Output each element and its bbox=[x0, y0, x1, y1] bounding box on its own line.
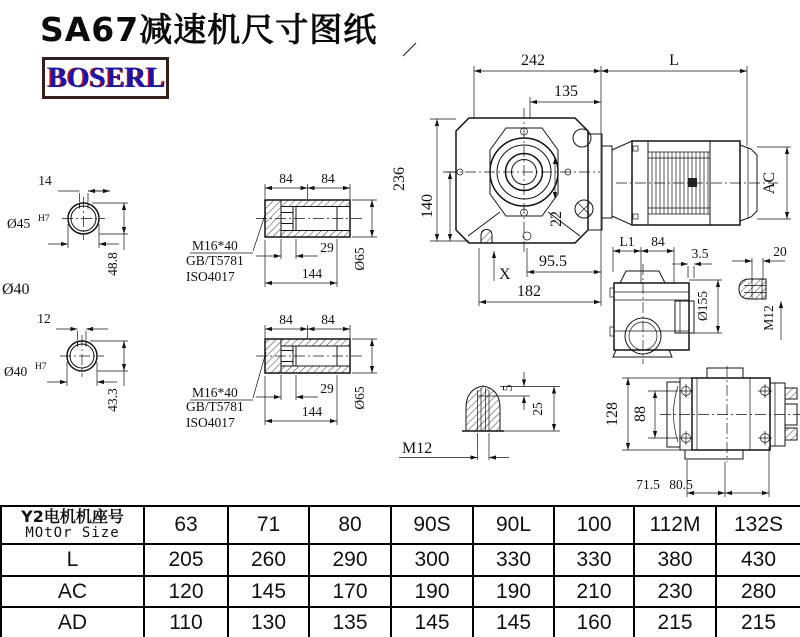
col-90S: 90S bbox=[391, 506, 473, 544]
cell: 380 bbox=[634, 544, 716, 576]
cell: 145 bbox=[473, 607, 554, 637]
dim-hub-bot-144: 144 bbox=[301, 404, 323, 419]
cell: 160 bbox=[554, 607, 634, 637]
label-bolt-bottom: M16*40 bbox=[192, 385, 238, 400]
dim-main-95-5: 95.5 bbox=[539, 253, 567, 270]
label-std2-bottom: ISO4017 bbox=[186, 415, 235, 430]
label-bore-fit-top: H7 bbox=[38, 214, 50, 224]
dim-keyway-width-bottom: 12 bbox=[37, 311, 51, 326]
dim-side-84: 84 bbox=[651, 234, 665, 249]
shaft-key-mark bbox=[688, 178, 697, 187]
cell: 430 bbox=[716, 544, 800, 576]
cell: 330 bbox=[554, 544, 634, 576]
label-bore-top: Ø45 bbox=[7, 216, 31, 231]
dim-plan-128: 128 bbox=[604, 402, 621, 426]
row-label-L: L bbox=[1, 544, 144, 576]
col-100: 100 bbox=[554, 506, 634, 544]
dim-side-20: 20 bbox=[773, 244, 787, 259]
dim-main-22: 22 bbox=[548, 211, 565, 227]
col-80: 80 bbox=[309, 506, 391, 544]
cell: 110 bbox=[144, 607, 228, 637]
page-title: SA67减速机尺寸图纸 bbox=[40, 10, 378, 49]
cell: 205 bbox=[144, 544, 228, 576]
dim-side-L1: L1 bbox=[619, 234, 635, 249]
cell: 290 bbox=[309, 544, 391, 576]
col-112M: 112M bbox=[634, 506, 716, 544]
cell: 260 bbox=[228, 544, 309, 576]
plan-view bbox=[604, 366, 800, 497]
dim-hub-bot-29: 29 bbox=[320, 381, 334, 396]
dim-side-M12: M12 bbox=[761, 305, 776, 331]
label-bore-bottom: Ø40 bbox=[4, 364, 28, 379]
dim-main-236: 236 bbox=[391, 167, 408, 191]
dim-plan-80-5: 80.5 bbox=[669, 477, 693, 492]
dim-hub-bot-84a: 84 bbox=[279, 312, 293, 327]
header-cn: Y2电机机座号 bbox=[21, 507, 124, 527]
motor bbox=[616, 141, 778, 225]
cell: 210 bbox=[554, 576, 634, 607]
col-71: 71 bbox=[228, 506, 309, 544]
row-label-AC: AC bbox=[1, 576, 144, 607]
cell: 300 bbox=[391, 544, 473, 576]
table-row-AD bbox=[1, 607, 800, 637]
main-front-view bbox=[391, 52, 791, 306]
cell: 120 bbox=[144, 576, 228, 607]
table-header-motor-size bbox=[1, 506, 144, 544]
table-row-L bbox=[1, 544, 800, 576]
dim-breather-25: 25 bbox=[530, 402, 545, 416]
dim-hub-top-84a: 84 bbox=[279, 171, 293, 186]
label-std2-top: ISO4017 bbox=[186, 269, 235, 284]
dim-plan-71-5: 71.5 bbox=[636, 477, 660, 492]
cell: 330 bbox=[473, 544, 554, 576]
dim-main-L: L bbox=[669, 52, 679, 69]
hollow-shaft-section-top bbox=[186, 171, 377, 287]
dim-plan-88: 88 bbox=[632, 406, 649, 422]
dim-main-140: 140 bbox=[419, 194, 436, 218]
col-63: 63 bbox=[144, 506, 228, 544]
cell: 145 bbox=[228, 576, 309, 607]
dim-side-dia155: Ø155 bbox=[695, 291, 710, 321]
motor-size-table bbox=[0, 505, 800, 637]
dim-hub-top-29: 29 bbox=[320, 240, 334, 255]
dim-main-242: 242 bbox=[521, 52, 545, 69]
corner-tick bbox=[403, 43, 416, 56]
dim-side-3-5: 3.5 bbox=[691, 246, 709, 261]
drain-plug bbox=[481, 230, 492, 244]
dim-height-top: 48.8 bbox=[105, 252, 120, 276]
row-label-AD: AD bbox=[1, 607, 144, 637]
side-view bbox=[610, 234, 787, 364]
breather-valve-view bbox=[399, 372, 560, 460]
table-row-AC bbox=[1, 576, 800, 607]
label-shaft-dia-mid: Ø40 bbox=[2, 281, 30, 298]
dim-keyway-width-top: 14 bbox=[38, 173, 52, 188]
dim-hub-top-144: 144 bbox=[301, 266, 323, 281]
dim-hub-bot-84b: 84 bbox=[321, 312, 335, 327]
cell: 230 bbox=[634, 576, 716, 607]
cell: 190 bbox=[391, 576, 473, 607]
dim-main-182: 182 bbox=[517, 283, 541, 300]
shaft-end-view-top bbox=[7, 173, 128, 276]
header-en: MOtOr Size bbox=[25, 525, 120, 542]
cell: 135 bbox=[309, 607, 391, 637]
cell: 170 bbox=[309, 576, 391, 607]
dim-main-AC: AC bbox=[761, 171, 778, 195]
dim-breather-5: 5 bbox=[500, 384, 515, 392]
dim-hub-top-dia: Ø65 bbox=[352, 247, 367, 271]
col-90L: 90L bbox=[473, 506, 554, 544]
dome-plug bbox=[466, 386, 500, 431]
table-header-row bbox=[1, 506, 800, 544]
shaft-end-view-bottom bbox=[4, 311, 128, 412]
label-bore-fit-bottom: H7 bbox=[35, 362, 47, 372]
cell: 215 bbox=[716, 607, 800, 637]
cell: 215 bbox=[634, 607, 716, 637]
hollow-shaft-section-bottom bbox=[186, 312, 377, 430]
cell: 190 bbox=[473, 576, 554, 607]
dim-height-bottom: 43.3 bbox=[105, 388, 120, 412]
label-breather-M12: M12 bbox=[402, 440, 433, 457]
col-132S: 132S bbox=[716, 506, 800, 544]
cell: 130 bbox=[228, 607, 309, 637]
label-std1-bottom: GB/T5781 bbox=[186, 399, 244, 414]
label-axis-x: X bbox=[499, 266, 511, 283]
dim-hub-top-84b: 84 bbox=[321, 171, 335, 186]
cell: 145 bbox=[391, 607, 473, 637]
label-std1-top: GB/T5781 bbox=[186, 253, 244, 268]
dim-hub-bot-dia: Ø65 bbox=[352, 386, 367, 410]
cell: 280 bbox=[716, 576, 800, 607]
boserl-logo-text: BOSERL bbox=[48, 61, 166, 94]
dim-main-135: 135 bbox=[554, 83, 578, 100]
label-bolt-top: M16*40 bbox=[192, 238, 238, 253]
